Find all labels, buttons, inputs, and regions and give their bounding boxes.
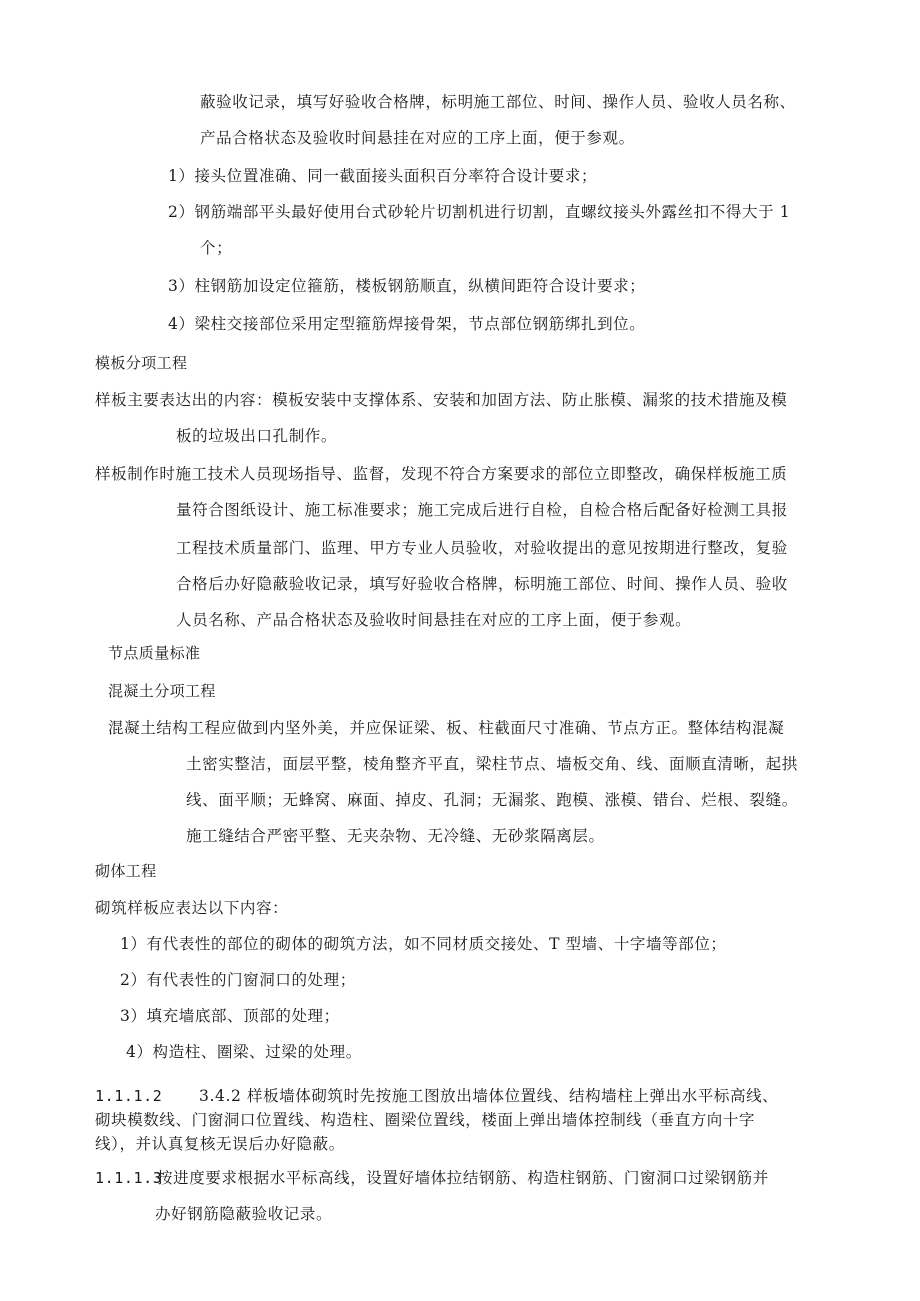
numbered-paragraph	[95, 1084, 778, 1106]
text-line: 量符合图纸设计、施工标准要求；施工完成后进行自检，自检合格后配备好检测工具报	[176, 501, 788, 519]
section-heading: 模板分项工程	[95, 354, 188, 372]
section-heading: 混凝土分项工程	[108, 682, 216, 700]
text-line: 样板主要表达出的内容：模板安装中支撑体系、安装和加固方法、防止胀模、漏浆的技术措施及模	[95, 391, 788, 409]
text-line: 砌块模数线、门窗洞口位置线、构造柱、圈梁位置线，楼面上弹出墙体控制线（垂直方向十字	[95, 1111, 756, 1129]
list-item: 4）构造柱、圈梁、过梁的处理。	[126, 1043, 362, 1061]
list-item: 3）柱钢筋加设定位箍筋，楼板钢筋顺直，纵横间距符合设计要求；	[168, 277, 646, 295]
paragraph-text: 3.4.2 样板墙体砌筑时先按施工图放出墙体位置线、结构墙柱上弹出水平标高线、	[199, 1087, 779, 1105]
text-line: 合格后办好隐蔽验收记录，填写好验收合格牌，标明施工部位、时间、操作人员、验收	[176, 575, 788, 593]
text-line: 个；	[200, 239, 233, 257]
section-heading: 节点质量标准	[108, 644, 201, 662]
section-heading: 砌体工程	[95, 862, 157, 880]
list-item: 4）梁柱交接部位采用定型箍筋焊接骨架，节点部位钢筋绑扎到位。	[168, 315, 646, 333]
text-line: 混凝土结构工程应做到内坚外美，并应保证梁、板、柱截面尺寸准确、节点方正。整体结构混凝	[108, 719, 785, 737]
text-line: 土密实整洁，面层平整，棱角整齐平直，梁柱节点、墙板交角、线、面顺直清晰，起拱	[186, 755, 798, 773]
section-number: 1.1.1.2	[95, 1087, 163, 1105]
text-line: 蔽验收记录，填写好验收合格牌，标明施工部位、时间、操作人员、验收人员名称、	[200, 93, 796, 111]
section-number: 1.1.1.3	[95, 1169, 163, 1187]
text-line: 线、面平顺；无蜂窝、麻面、掉皮、孔洞；无漏浆、跑模、涨模、错台、烂根、裂缝。	[186, 791, 798, 809]
list-item: 2）有代表性的门窗洞口的处理；	[120, 971, 356, 989]
numbered-paragraph	[95, 1166, 769, 1188]
text-line: 施工缝结合严密平整、无夹杂物、无冷缝、无砂浆隔离层。	[186, 827, 605, 845]
list-item: 1）接头位置准确、同一截面接头面积百分率符合设计要求；	[168, 167, 598, 185]
text-line: 砌筑样板应表达以下内容：	[95, 899, 289, 917]
text-line: 产品合格状态及验收时间悬挂在对应的工序上面，便于参观。	[200, 129, 635, 147]
text-line: 样板制作时施工技术人员现场指导、监督，发现不符合方案要求的部位立即整改，确保样板施工质	[95, 465, 788, 483]
text-line: 线），并认真复核无误后办好隐蔽。	[95, 1135, 345, 1153]
text-line: 办好钢筋隐蔽验收记录。	[155, 1205, 333, 1223]
list-item: 1）有代表性的部位的砌体的砌筑方法，如不同材质交接处、T 型墙、十字墙等部位；	[120, 935, 727, 953]
paragraph-text: 按进度要求根据水平标高线，设置好墙体拉结钢筋、构造柱钢筋、门窗洞口过梁钢筋并	[157, 1169, 769, 1187]
list-item: 2）钢筋端部平头最好使用台式砂轮片切割机进行切割，直螺纹接头外露丝扣不得大于 1	[168, 203, 791, 221]
text-line: 板的垃圾出口孔制作。	[176, 427, 338, 445]
text-line: 人员名称、产品合格状态及验收时间悬挂在对应的工序上面，便于参观。	[176, 611, 692, 629]
text-line: 工程技术质量部门、监理、甲方专业人员验收，对验收提出的意见按期进行整改，复验	[176, 539, 788, 557]
list-item: 3）填充墙底部、顶部的处理；	[120, 1007, 340, 1025]
